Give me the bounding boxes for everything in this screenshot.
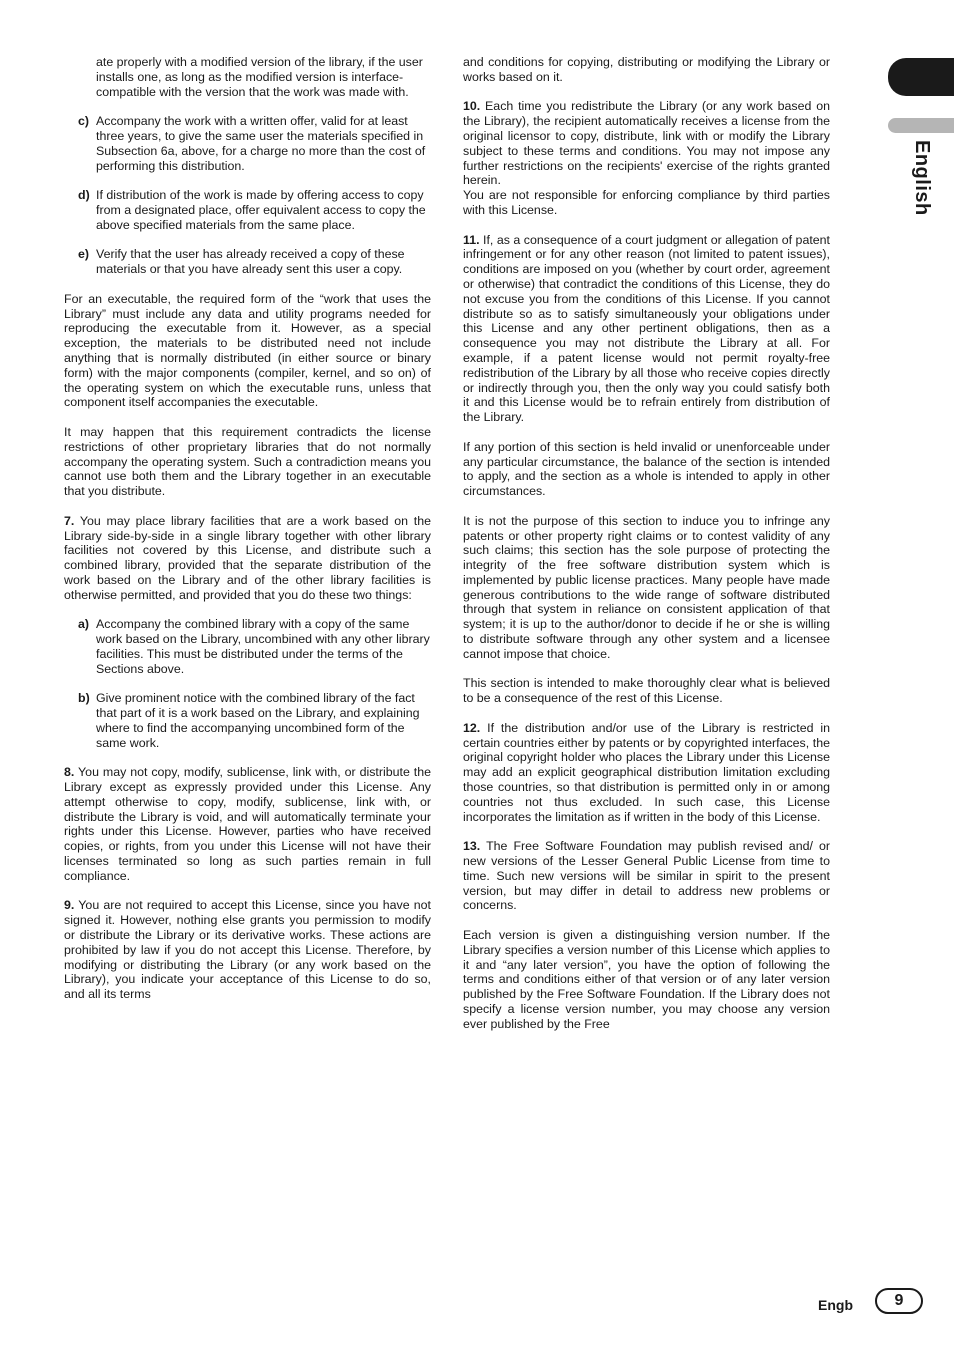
section-7 <box>64 514 431 603</box>
list-item-label: a) <box>78 617 90 632</box>
left-column <box>64 55 431 1017</box>
section-text: If the distribution and/or use of the Library is restricted in certain countries either by patents or by copyrighted interfaces, the original copyright holder who places the Library under this License may add an explicit geographical distribution limitation excluding those countries, so that distribution is permitted only in or among countries not thus excluded. In such case, this License incorporates the limitation as if written in the body of this License. <box>463 720 831 824</box>
paragraph-invalid: If any portion of this section is held invalid or unenforceable under any particular circumstance, the balance of the section is intended to apply, and the section as a whole is intended to apply in other circumstances. <box>463 439 830 499</box>
section-13 <box>463 839 830 913</box>
section-number: 8. <box>64 765 75 780</box>
chapter-tab-secondary <box>888 118 954 133</box>
paragraph-clear: This section is intended to make thoroughly clear what is believed to be a consequence of the rest of this License. <box>463 676 830 706</box>
list-item-text: Verify that the user has already received a copy of these materials or that you have already sent this user a copy. <box>96 247 405 277</box>
side-language-label: English <box>911 140 933 216</box>
footer-language-code: Engb <box>818 1297 853 1313</box>
paragraph-contradiction: It may happen that this requirement contradicts the license restrictions of other proprietary libraries that do not normally accompany the operating system. Such a contradiction means you cannot use both them and the Library together in an executable that you distribute. <box>64 424 431 499</box>
list-item-label: b) <box>78 691 90 706</box>
chapter-tab <box>888 58 954 96</box>
paragraph-version: Each version is given a distinguishing version number. If the Library specifies a version number of this License which applies to it and “any later version”, you have the option of following the terms and conditions either of that version or of any later version published by the Free Software Foundation. If the Library does not specify a license version number, you may choose any version ever published by the Free <box>463 928 830 1031</box>
paragraph-executable: For an executable, the required form of the “work that uses the Library” must include any data and utility programs needed for reproducing the executable from it. However, as a special exception, the materials to be distributed need not include anything that is normally distributed (in either source or binary form) with the major components (compiler, kernel, and so on) of the operating system on which the executable runs, unless that component itself accompanies the executable. <box>64 291 431 410</box>
section-text: The Free Software Foundation may publish revised and/ or new versions of the Lesser General Public License from time to time. Such new versions will be similar in spirit to the present version, but may differ in detail to address new problems or concerns. <box>463 839 830 913</box>
list-item-label: d) <box>78 188 90 203</box>
section-number: 12. <box>463 720 481 735</box>
section-9 <box>64 898 431 1002</box>
section-text: Each time you redistribute the Library (or any work based on the Library), the recipient automatically receives a license from the original licensor to copy, distribute, link with or modify the Library subject to these terms and conditions. You may not impose any further restrictions on the recipients' exercise of the rights granted herein. <box>463 99 830 188</box>
list-item-label: e) <box>78 247 90 262</box>
list-item-d <box>64 188 431 232</box>
list-item-text: Give prominent notice with the combined library of the fact that part of it is a work based on the Library, and explaining where to find the accompanying uncombined form of the same work. <box>96 691 420 750</box>
section-number: 7. <box>64 513 75 528</box>
list-item-c <box>64 114 431 173</box>
section-number: 11. <box>463 232 480 247</box>
list-item-label: c) <box>78 114 90 129</box>
right-column <box>463 55 830 1046</box>
section-text: If, as a consequence of a court judgment or allegation of patent infringement or for any other reason (not limited to patent issues), conditions are imposed on you (whether by court order, agreement or otherwise) that contradict the conditions of this License, they do not excuse you from the conditions of this License. If you cannot distribute so as to satisfy simultaneously your obligations under this License and any other pertinent obligations, then as a consequence you may not distribute the Library at all. For example, if a patent license would not permit royalty-free redistribution of the Library by all those who receive copies directly or indirectly through you, then the only way you could satisfy both it and this License would be to refrain entirely from distribution of the Library. <box>463 232 830 425</box>
page-number: 9 <box>875 1288 923 1314</box>
list-item-text: Accompany the work with a written offer, valid for at least three years, to give the same user the materials specified in Subsection 6a, above, for a charge no more than the cost of performing this distribution. <box>96 114 426 173</box>
section-number: 10. <box>463 99 481 114</box>
section-text: You are not required to accept this License, since you have not signed it. However, nothing else grants you permission to modify or distribute the Library or its derivative works. These actions are prohibited by law if you do not accept this License. Therefore, by modifying or distributing the Library (or any work based on the Library), you indicate your acceptance of this License to do so, and all its terms <box>64 898 431 1002</box>
list-item-a <box>64 617 431 676</box>
section-text-2: You are not responsible for enforcing compliance by third parties with this License. <box>463 188 830 217</box>
section-text: You may not copy, modify, sublicense, link with, or distribute the Library except as expressly provided under this License. Any attempt otherwise to copy, modify, sublicense, link with, or distribute the Library is void, and will automatically terminate your rights under this License. However, parties who have received copies, or rights, from you under this License will not have their licenses terminated so long as such parties remain in full compliance. <box>64 765 432 883</box>
section-12 <box>463 721 830 825</box>
list-item-text: If distribution of the work is made by offering access to copy from a designated place, offer equivalent access to copy the above specified materials from the same place. <box>96 188 426 232</box>
section-11 <box>463 233 830 425</box>
list-item-b <box>64 691 431 750</box>
list-item-text: Accompany the combined library with a copy of the same work based on the Library, uncombined with any other library facilities. This must be distributed under the terms of the Sections above. <box>96 617 430 676</box>
section-10 <box>463 99 830 217</box>
list-item-text: ate properly with a modified version of the library, if the user installs one, as long as the modified version is interface-compatible with the version that the work was made with. <box>96 55 423 99</box>
section-8 <box>64 765 431 883</box>
section-text: You may place library facilities that are a work based on the Library side-by-side in a single library together with other library facilities not covered by this License, and distribute such a combined library, provided that the separate distribution of the work based on the Library and of the other library facilities is otherwise permitted, and provided that you do these two things: <box>64 513 431 602</box>
section-number: 13. <box>463 839 481 854</box>
paragraph-continuation: and conditions for copying, distributing or modifying the Library or works based on it. <box>463 55 830 84</box>
paragraph-purpose: It is not the purpose of this section to induce you to infringe any patents or other property right claims or to contest validity of any such claims; this section has the sole purpose of protecting the integrity of the free software distribution system which is implemented by public license practices. Many people have made generous contributions to the wide range of software distributed through that system in reliance on consistent application of that system; it is up to the author/donor to decide if he or she is willing to distribute software through any other system and a licensee cannot impose that choice. <box>463 513 830 661</box>
section-number: 9. <box>64 898 75 913</box>
list-item-e <box>64 247 431 277</box>
list-item-continuation <box>64 55 431 99</box>
